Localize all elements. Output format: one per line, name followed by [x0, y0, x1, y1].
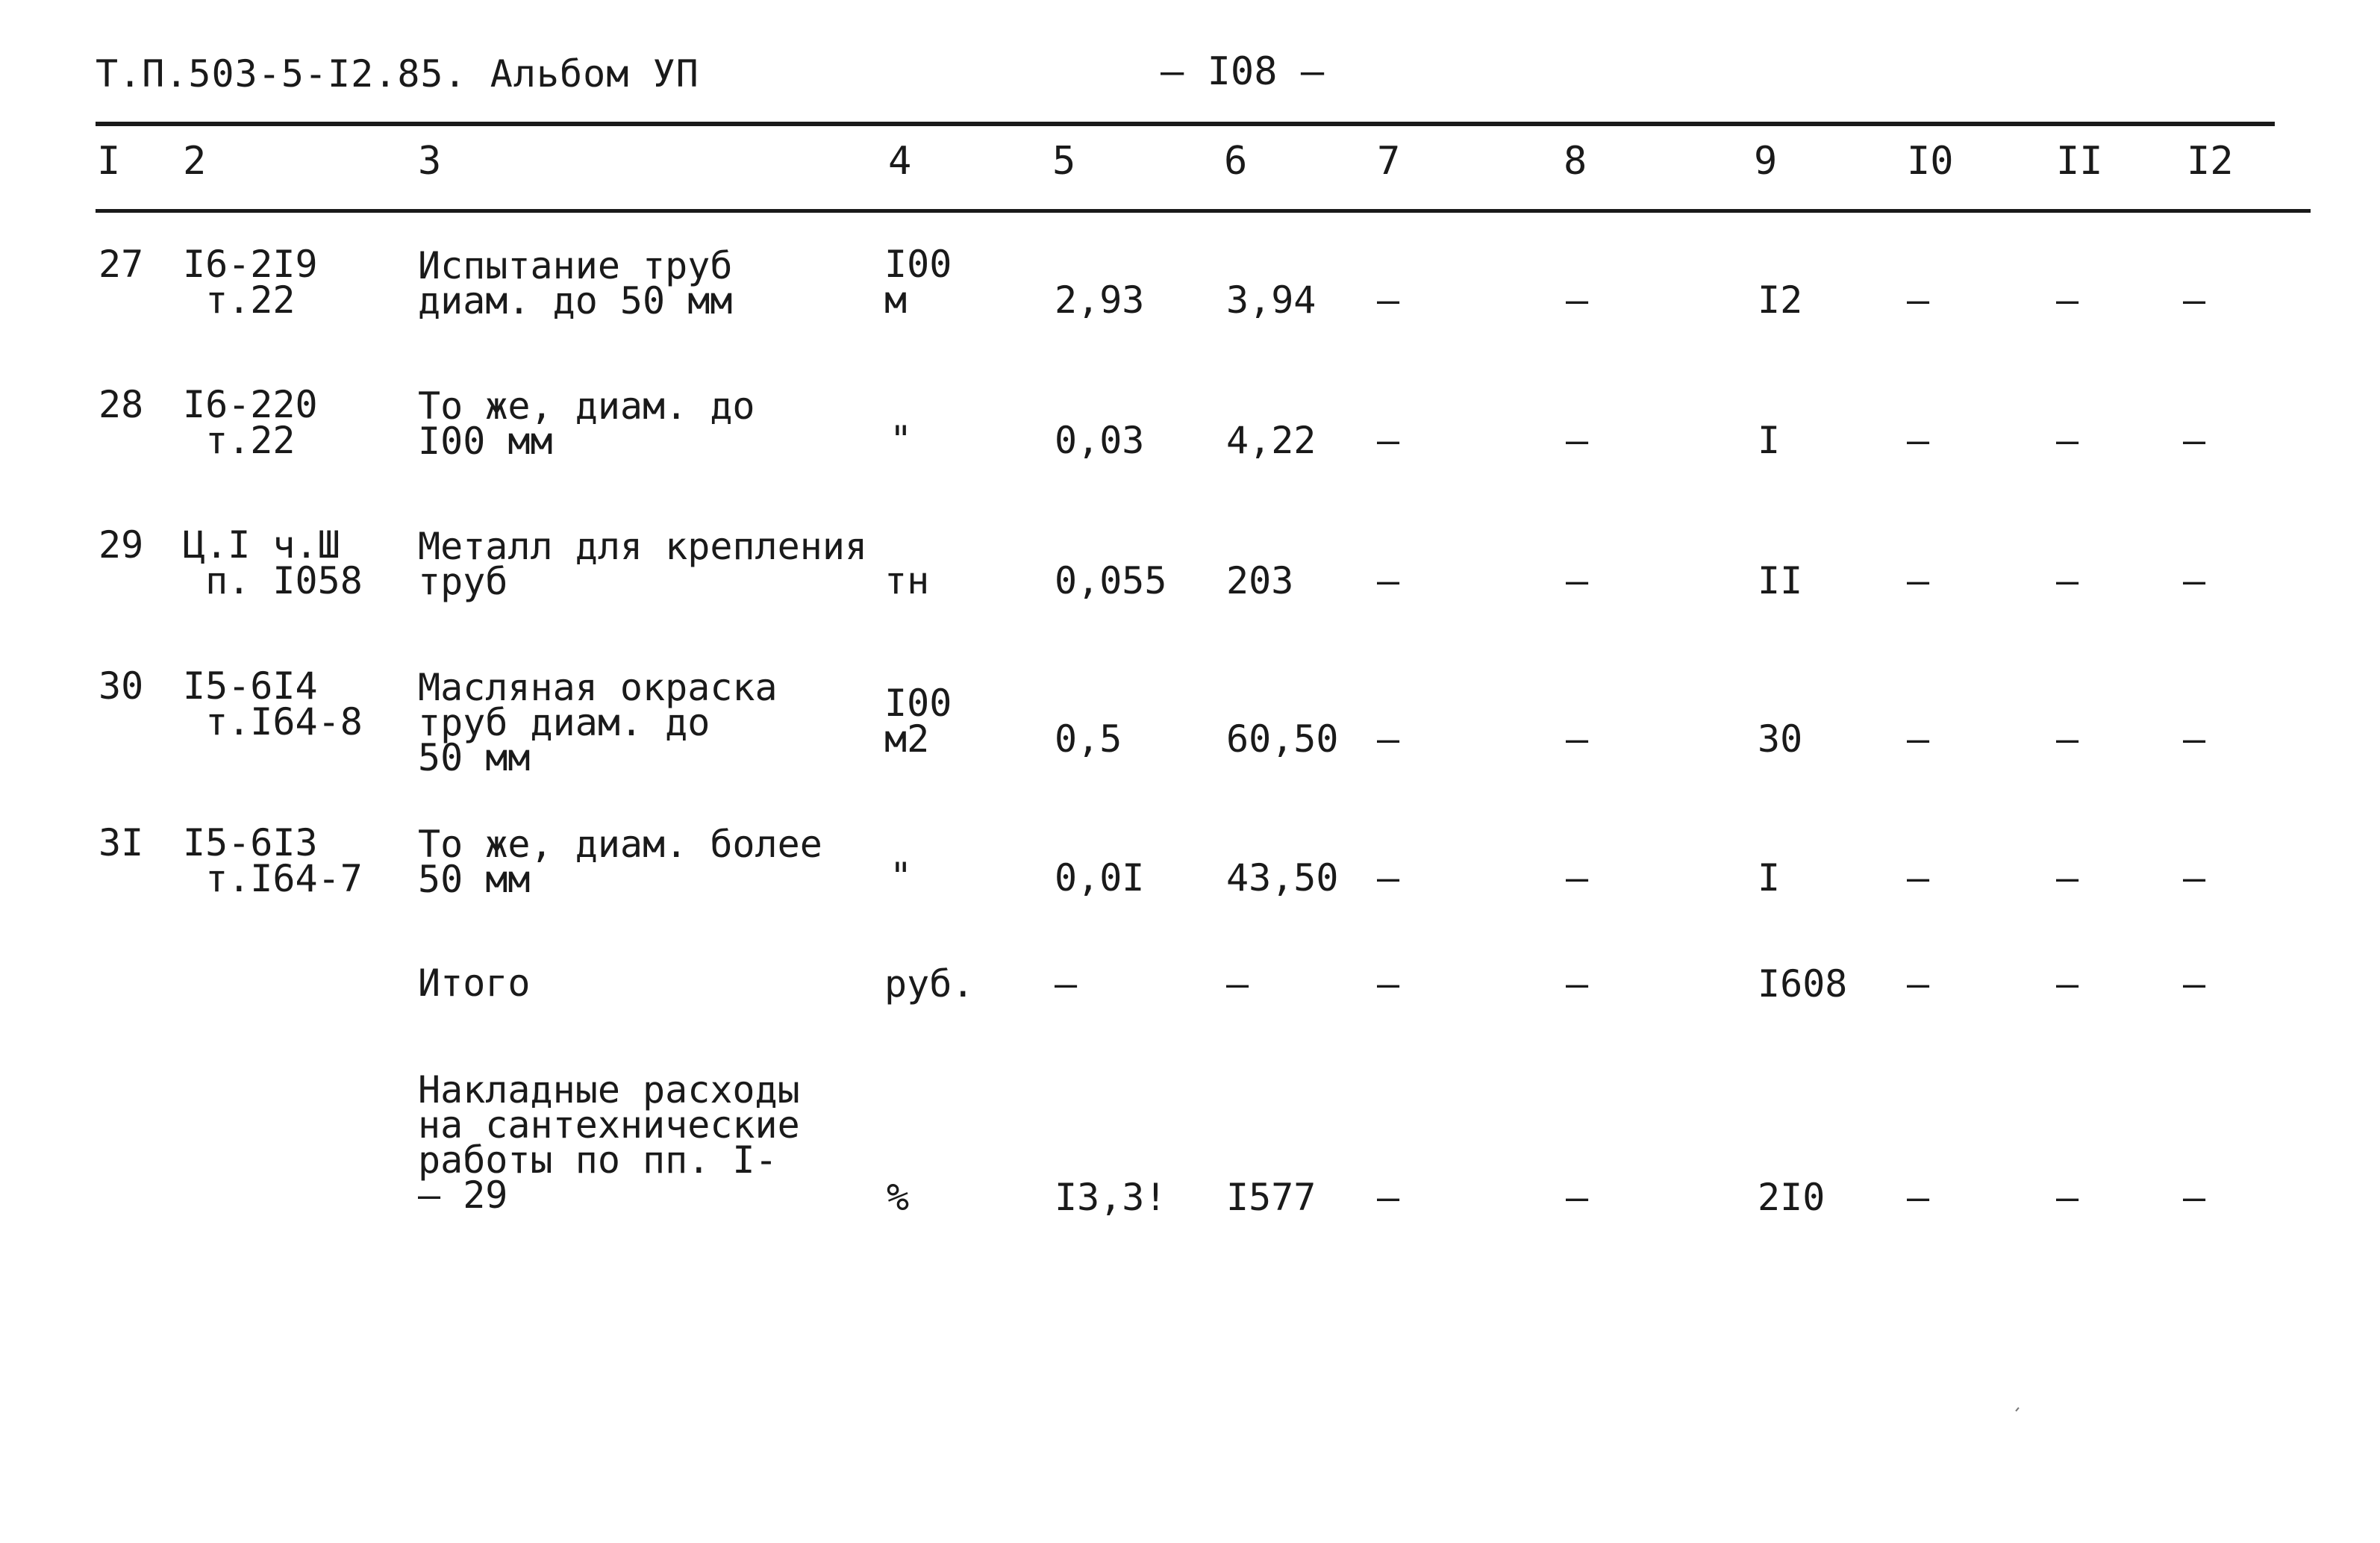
price-code: I5-6I3 т.I64-7 — [183, 821, 363, 900]
subtotal-value: I608 — [1758, 962, 1848, 1006]
row-number: 30 — [99, 664, 144, 708]
price-code: I6-220 т.22 — [183, 383, 318, 462]
page-number: – I08 – — [1161, 49, 1325, 94]
col8-value: – — [1566, 856, 1589, 900]
price-code: Ц.I ч.Ш п. I058 — [183, 523, 363, 602]
row-number: 3I — [99, 821, 144, 864]
col10-value: – — [1907, 856, 1930, 900]
col12-value: – — [2183, 419, 2206, 462]
col10-value: – — [1907, 717, 1930, 761]
unit: тн — [884, 559, 930, 602]
column-header: I0 — [1907, 139, 1954, 184]
col10-value: – — [1907, 419, 1930, 462]
unit: I00 м — [884, 243, 952, 322]
column-header: 7 — [1377, 139, 1401, 184]
unit-cost: I577 — [1226, 1176, 1317, 1219]
col12-value: – — [2183, 559, 2206, 602]
col7-value: – — [1377, 559, 1400, 602]
column-header: I2 — [2187, 139, 2234, 184]
col7-value: – — [1377, 717, 1400, 761]
col11-value: – — [2056, 559, 2079, 602]
work-description: Испытание труб диам. до 50 мм — [418, 244, 733, 322]
work-description: Масляная окраска труб диам. до 50 мм — [418, 666, 778, 779]
document-reference: Т.П.503-5-I2.85. Альбом УП — [96, 52, 699, 96]
unit-cost: 3,94 — [1226, 278, 1317, 322]
col10-value: – — [1907, 559, 1930, 602]
work-description: То же, диам. более 50 мм — [418, 823, 822, 901]
quantity: 0,055 — [1055, 559, 1167, 602]
col8-value: – — [1566, 419, 1589, 462]
col7-value: – — [1377, 1176, 1400, 1219]
col11-value: – — [2056, 1176, 2079, 1219]
col11-value: – — [2056, 717, 2079, 761]
unit: " — [890, 418, 913, 461]
overhead-description: Накладные расходы на сантехнические работы по пп. I- – 29 — [418, 1068, 800, 1217]
unit-cost: 60,50 — [1226, 717, 1339, 761]
unit: I00 м2 — [884, 682, 952, 761]
price-code: I5-6I4 т.I64-8 — [183, 664, 363, 744]
quantity: I3,3! — [1055, 1176, 1167, 1219]
unit: % — [887, 1176, 910, 1219]
col8-value: – — [1566, 1176, 1589, 1219]
quantity: 0,0I — [1055, 856, 1145, 900]
total-cost: I2 — [1758, 278, 1803, 322]
quantity: 0,03 — [1055, 419, 1145, 462]
total-cost: 30 — [1758, 717, 1803, 761]
col12-value: – — [2183, 962, 2206, 1006]
col10-value: – — [1907, 278, 1930, 322]
total-cost: I — [1758, 856, 1781, 900]
unit-cost: 203 — [1226, 559, 1294, 602]
overhead-value: 2I0 — [1758, 1176, 1825, 1219]
column-header: 6 — [1224, 139, 1248, 184]
col12-value: – — [2183, 278, 2206, 322]
col10-value: – — [1907, 1176, 1930, 1219]
column-header: 3 — [418, 139, 442, 184]
work-description: То же, диам. до I00 мм — [418, 384, 755, 463]
column-header: 4 — [888, 139, 912, 184]
column-header: 2 — [183, 139, 207, 184]
column-header: 8 — [1564, 139, 1587, 184]
row-number: 28 — [99, 383, 144, 426]
unit: руб. — [884, 962, 975, 1006]
col11-value: – — [2056, 419, 2079, 462]
col8-value: – — [1566, 962, 1589, 1006]
col7-value: – — [1377, 419, 1400, 462]
col12-value: – — [2183, 717, 2206, 761]
unit-cost: 4,22 — [1226, 419, 1317, 462]
total-cost: I — [1758, 419, 1781, 462]
column-header: 5 — [1052, 139, 1076, 184]
header-rule-top — [96, 122, 2275, 126]
col11-value: – — [2056, 962, 2079, 1006]
row-number: 27 — [99, 243, 144, 286]
col7-value: – — [1377, 278, 1400, 322]
col10-value: – — [1907, 962, 1930, 1006]
header-rule-bottom — [96, 209, 2311, 213]
subtotal-label: Итого — [418, 961, 531, 1005]
unit-cost: 43,50 — [1226, 856, 1339, 900]
col8-value: – — [1566, 717, 1589, 761]
column-header: II — [2056, 139, 2103, 184]
col8-value: – — [1566, 559, 1589, 602]
total-cost: II — [1758, 559, 1803, 602]
column-header: I — [97, 139, 121, 184]
price-code: I6-2I9 т.22 — [183, 243, 318, 322]
col8-value: – — [1566, 278, 1589, 322]
work-description: Металл для крепления труб — [418, 525, 868, 603]
col11-value: – — [2056, 278, 2079, 322]
col7-value: – — [1377, 962, 1400, 1006]
unit-cost: – — [1226, 962, 1249, 1006]
col11-value: – — [2056, 856, 2079, 900]
quantity: 2,93 — [1055, 278, 1145, 322]
col7-value: – — [1377, 856, 1400, 900]
unit: " — [890, 855, 913, 898]
quantity: 0,5 — [1055, 717, 1122, 761]
column-header: 9 — [1754, 139, 1778, 184]
scan-mark — [2015, 1407, 2019, 1412]
quantity: – — [1055, 962, 1078, 1006]
col12-value: – — [2183, 856, 2206, 900]
col12-value: – — [2183, 1176, 2206, 1219]
row-number: 29 — [99, 523, 144, 567]
